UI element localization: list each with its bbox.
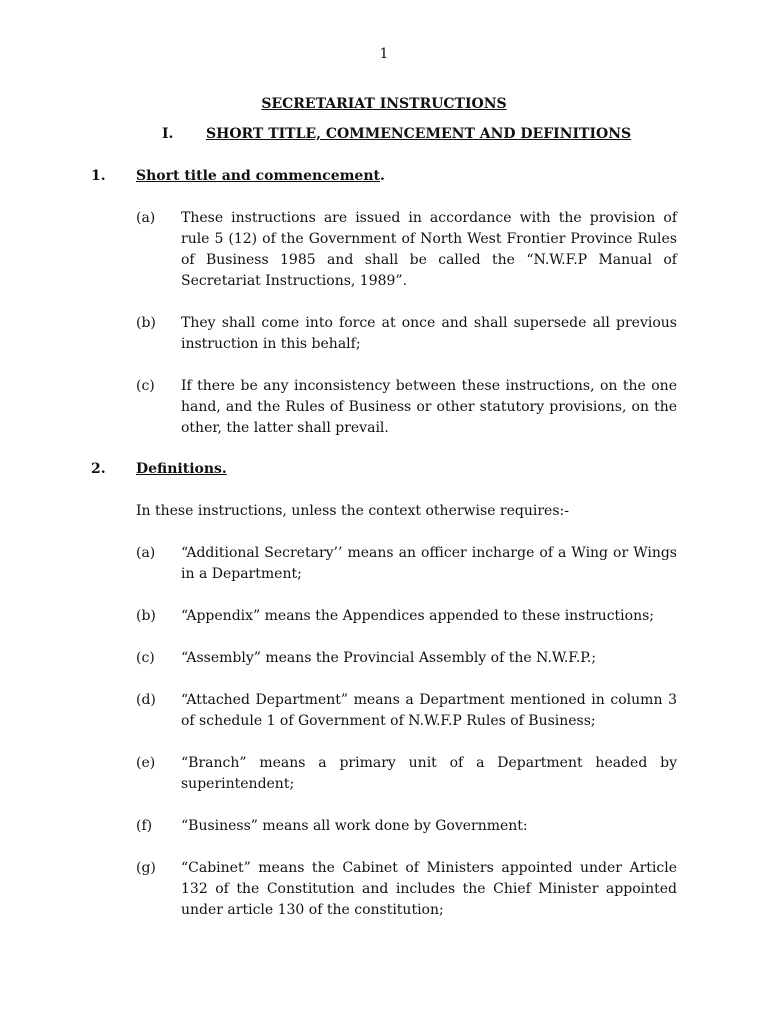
section-1-item-a-label: (a) (136, 210, 156, 226)
section-1-item-c-label: (c) (136, 378, 155, 394)
definition-d-text: “Attached Department” means a Department mentioned in column 3 of schedule 1 of Government of N.W.F.P Rules of Business; (181, 692, 677, 729)
definition-g-label: (g) (136, 860, 156, 876)
section-1-number: 1. (91, 168, 106, 184)
section-1-heading (136, 166, 385, 186)
section-2-intro: In these instructions, unless the context otherwise requires:- (136, 503, 569, 519)
definition-a-text: “Additional Secretary’’ means an officer incharge of a Wing or Wings in a Department; (181, 545, 677, 582)
section-1-item-b-label: (b) (136, 315, 156, 331)
section-1-item-a-text: These instructions are issued in accordance with the provision of rule 5 (12) of the Government of North West Frontier Province Rules of Business 1985 and shall be called the “N.W.F.P Manual of Secretariat Instructions, 1989”. (181, 210, 677, 289)
part-number: I. (162, 126, 174, 142)
definition-f-label: (f) (136, 818, 153, 834)
document-title: SECRETARIAT INSTRUCTIONS (261, 96, 507, 112)
section-1-item-c-text: If there be any inconsistency between these instructions, on the one hand, and the Rules of Business or other statutory provisions, on the other, the latter shall prevail. (181, 378, 677, 436)
definition-c-text: “Assembly” means the Provincial Assembly of the N.W.F.P.; (181, 650, 597, 666)
definition-a-label: (a) (136, 545, 156, 561)
definition-f-text: “Business” means all work done by Government: (181, 818, 528, 834)
section-1-title: Short title and commencement (136, 168, 380, 184)
part-title: SHORT TITLE, COMMENCEMENT AND DEFINITIONS (206, 126, 632, 142)
page-number: 1 (379, 46, 389, 62)
definition-g-text: “Cabinet” means the Cabinet of Ministers appointed under Article 132 of the Constitution and includes the Chief Minister appointed under article 130 of the constitution; (181, 860, 677, 918)
definition-b-label: (b) (136, 608, 156, 624)
definition-c-label: (c) (136, 650, 155, 666)
section-2-number: 2. (91, 461, 106, 477)
definition-e-text: “Branch” means a primary unit of a Department headed by superintendent; (181, 755, 677, 792)
section-2-title: Definitions. (136, 461, 227, 477)
definition-e-label: (e) (136, 755, 156, 771)
section-1-title-period: . (379, 168, 385, 184)
definition-b-text: “Appendix” means the Appendices appended to these instructions; (181, 608, 654, 624)
section-1-item-b-text: They shall come into force at once and shall supersede all previous instruction in this behalf; (181, 315, 677, 352)
definition-d-label: (d) (136, 692, 156, 708)
